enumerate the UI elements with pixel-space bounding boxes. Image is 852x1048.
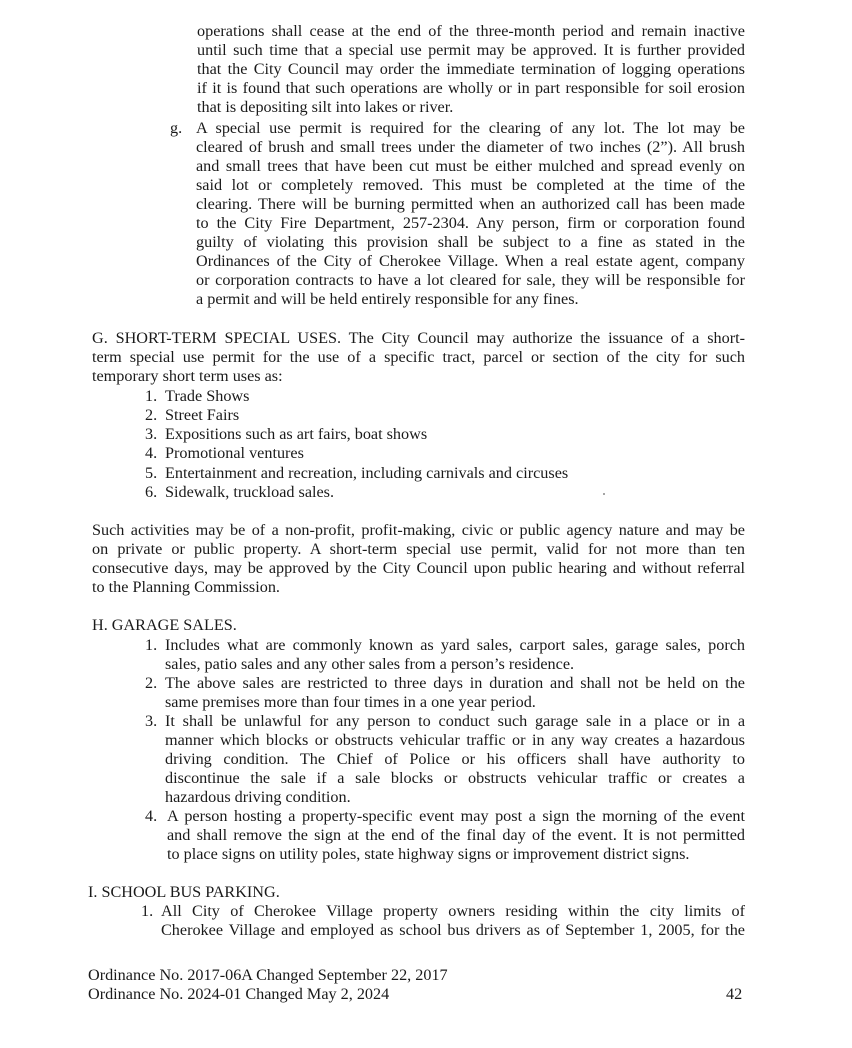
- list-item-text: Street Fairs: [165, 406, 240, 424]
- list-item-line: to place signs on utility poles, state highway signs or improvement district signs.: [167, 845, 690, 863]
- list-number: 1.: [141, 902, 154, 920]
- list-number: 5.: [145, 464, 158, 482]
- paragraph-line: to the Planning Commission.: [92, 578, 280, 596]
- list-item-line: hazardous driving condition.: [165, 788, 351, 806]
- list-item-text: Sidewalk, truckload sales.: [165, 483, 335, 501]
- footer-ordinance-line: Ordinance No. 2024-01 Changed May 2, 2024: [88, 985, 390, 1003]
- list-item-text: Promotional ventures: [165, 444, 304, 462]
- list-item-line: driving condition. The Chief of Police or his officers shall have authority to: [165, 750, 745, 768]
- paragraph-line: consecutive days, may be approved by the City Council upon public hearing and without referral: [92, 559, 745, 577]
- paragraph-line: said lot or completely removed. This must be completed at the time of the: [196, 176, 745, 194]
- paragraph-line: that is depositing silt into lakes or river.: [197, 98, 454, 116]
- paragraph-line: clearing. There will be burning permitted when an authorized call has been made: [196, 195, 745, 213]
- paragraph-line: cleared of brush and small trees under the diameter of two inches (2”). All brush: [196, 138, 745, 156]
- list-item-line: All City of Cherokee Village property owners residing within the city limits of: [161, 902, 745, 920]
- paragraph-line: to the City Fire Department, 257-2304. Any person, firm or corporation found: [196, 214, 745, 232]
- list-number: 1.: [145, 636, 158, 654]
- list-item-line: discontinue the sale if a sale blocks or obstructs vehicular traffic or creates a: [165, 769, 745, 787]
- list-item-line: Cherokee Village and employed as school bus drivers as of September 1, 2005, for the: [161, 921, 745, 939]
- paragraph-line: or corporation contracts to have a lot cleared for sale, they will be responsible for: [196, 271, 745, 289]
- list-item-line: A person hosting a property-specific event may post a sign the morning of the event: [167, 807, 745, 825]
- paragraph-line: until such time that a special use permit may be approved. It is further provided: [197, 41, 745, 59]
- list-item-line: manner which blocks or obstructs vehicular traffic or in any way creates a hazardous: [165, 731, 745, 749]
- paragraph-line: on private or public property. A short-term special use permit, valid for not more than ten: [92, 540, 745, 558]
- paragraph-line: a permit and will be held entirely responsible for any fines.: [196, 290, 579, 308]
- list-number: 3.: [145, 712, 158, 730]
- paragraph-line: that the City Council may order the immediate termination of logging operations: [197, 60, 745, 78]
- paragraph-line: Such activities may be of a non-profit, profit-making, civic or public agency nature and may be: [92, 521, 745, 539]
- list-number: 4.: [145, 807, 158, 825]
- list-item-line: sales, patio sales and any other sales from a person’s residence.: [165, 655, 575, 673]
- list-number: 1.: [145, 387, 158, 405]
- list-number: 6.: [145, 483, 158, 501]
- list-item-text: Expositions such as art fairs, boat shows: [165, 425, 428, 443]
- section-heading-line: G. SHORT-TERM SPECIAL USES. The City Council may authorize the issuance of a short-: [92, 329, 745, 347]
- paragraph-line: Ordinances of the City of Cherokee Village. When a real estate agent, company: [196, 252, 745, 270]
- paragraph-line: if it is found that such operations are wholly or in part responsible for soil erosion: [197, 79, 745, 97]
- list-number: 2.: [145, 406, 158, 424]
- list-number: 2.: [145, 674, 158, 692]
- list-item-text: Entertainment and recreation, including carnivals and circuses: [165, 464, 569, 482]
- list-item-text: Trade Shows: [165, 387, 250, 405]
- list-number: 3.: [145, 425, 158, 443]
- list-item-line: and shall remove the sign at the end of the final day of the event. It is not permitted: [167, 826, 745, 844]
- paragraph-line: A special use permit is required for the clearing of any lot. The lot may be: [196, 119, 745, 137]
- footer-ordinance-line: Ordinance No. 2017-06A Changed September 22, 2017: [88, 966, 448, 984]
- list-item-line: Includes what are commonly known as yard sales, carport sales, garage sales, porch: [165, 636, 745, 654]
- page-number: 42: [726, 985, 743, 1003]
- section-heading: I. SCHOOL BUS PARKING.: [88, 883, 280, 901]
- paragraph-line: operations shall cease at the end of the three-month period and remain inactive: [197, 22, 745, 40]
- list-number: 4.: [145, 444, 158, 462]
- list-item-line: It shall be unlawful for any person to conduct such garage sale in a place or in a: [165, 712, 745, 730]
- list-item-line: same premises more than four times in a one year period.: [165, 693, 536, 711]
- paragraph-line: and small trees that have been cut must be either mulched and spread evenly on: [196, 157, 745, 175]
- paragraph-line: temporary short term uses as:: [92, 367, 283, 385]
- paragraph-line: guilty of violating this provision shall be subject to a fine as stated in the: [196, 233, 745, 251]
- list-item-line: The above sales are restricted to three days in duration and shall not be held on the: [165, 674, 745, 692]
- paragraph-line: term special use permit for the use of a specific tract, parcel or section of the city for such: [92, 348, 745, 366]
- list-marker: g.: [170, 119, 183, 137]
- section-heading: H. GARAGE SALES.: [92, 616, 237, 634]
- scan-speck: [603, 493, 605, 495]
